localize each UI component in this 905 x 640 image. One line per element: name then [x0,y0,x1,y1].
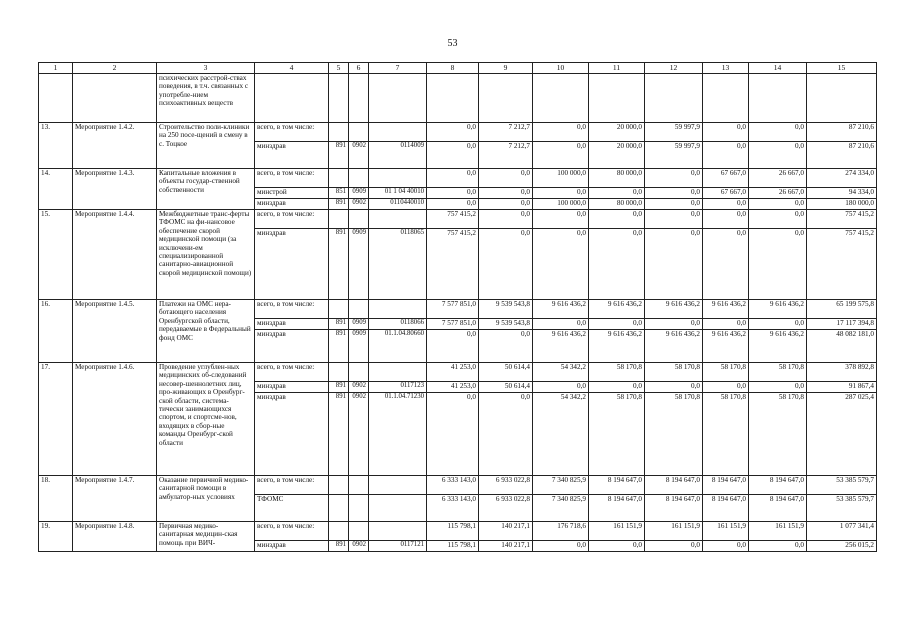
cell [369,74,427,123]
amount-cell: 58 170,8 [703,393,749,476]
amount-cell: 0,0 [427,142,479,169]
cell [533,74,589,123]
amount-cell: 20 000,0 [589,142,645,169]
amount-cell: 8 194 647,0 [703,495,749,522]
amount-cell: 0,0 [533,123,589,142]
event-description: Первичная медико-санитарная медицин-ская помощь при ВИЧ- [157,522,255,552]
amount-cell: 9 616 436,2 [645,330,703,363]
section-code [349,300,369,319]
cell [427,74,479,123]
target-article-code: 0114009 [369,142,427,169]
amount-cell: 0,0 [703,199,749,210]
amount-cell: 287 025,4 [807,393,877,476]
target-article-code [369,522,427,541]
amount-cell: 6 333 143,0 [427,476,479,495]
amount-cell: 50 614,4 [479,363,533,382]
executor: всего, в том числе: [255,522,329,541]
event-name: Мероприятие 1.4.5. [73,300,157,363]
amount-cell: 53 385 579,7 [807,495,877,522]
amount-cell: 0,0 [589,229,645,300]
amount-cell: 0,0 [749,541,807,552]
target-article-code: 0117123 [369,382,427,393]
executor: всего, в том числе: [255,210,329,229]
amount-cell: 100 000,0 [533,199,589,210]
amount-cell: 0,0 [645,382,703,393]
amount-cell: 0,0 [533,210,589,229]
grbs-code [329,522,349,541]
amount-cell: 9 616 436,2 [645,300,703,319]
amount-cell: 9 616 436,2 [589,330,645,363]
amount-cell: 26 667,0 [749,169,807,188]
amount-cell: 6 333 143,0 [427,495,479,522]
section-code: 0909 [349,319,369,330]
section-code: 0902 [349,142,369,169]
cell [255,74,329,123]
grbs-code: 891 [329,393,349,476]
amount-cell: 9 616 436,2 [749,300,807,319]
section-code: 0902 [349,382,369,393]
table-row [39,169,877,188]
amount-cell: 176 718,6 [533,522,589,541]
grbs-code: 851 [329,188,349,199]
row-number: 13. [39,123,73,169]
amount-cell: 115 798,1 [427,541,479,552]
column-header: 9 [479,63,533,74]
amount-cell: 0,0 [589,210,645,229]
amount-cell: 0,0 [749,382,807,393]
amount-cell: 757 415,2 [807,229,877,300]
amount-cell: 58 170,8 [589,393,645,476]
budget-table [38,62,877,552]
amount-cell: 274 334,0 [807,169,877,188]
cell [39,74,73,123]
amount-cell: 80 000,0 [589,169,645,188]
event-name: Мероприятие 1.4.6. [73,363,157,476]
amount-cell: 0,0 [645,319,703,330]
amount-cell: 0,0 [479,210,533,229]
amount-cell: 8 194 647,0 [645,476,703,495]
amount-cell: 180 000,0 [807,199,877,210]
row-number: 19. [39,522,73,552]
amount-cell: 757 415,2 [807,210,877,229]
amount-cell: 0,0 [703,123,749,142]
amount-cell: 8 194 647,0 [749,495,807,522]
table-row [39,300,877,319]
header-row [39,63,877,74]
amount-cell: 80 000,0 [589,199,645,210]
amount-cell: 54 342,2 [533,393,589,476]
amount-cell: 41 253,0 [427,382,479,393]
cell [349,74,369,123]
row-number: 16. [39,300,73,363]
column-header: 6 [349,63,369,74]
amount-cell: 0,0 [533,229,589,300]
amount-cell: 8 194 647,0 [749,476,807,495]
table-row [39,123,877,142]
executor: минздрав [255,382,329,393]
target-article-code [369,363,427,382]
amount-cell: 9 616 436,2 [749,330,807,363]
amount-cell: 9 616 436,2 [703,330,749,363]
amount-cell: 65 199 575,8 [807,300,877,319]
executor: минздрав [255,142,329,169]
continuation-row [39,74,877,123]
event-name: Мероприятие 1.4.7. [73,476,157,522]
amount-cell: 115 798,1 [427,522,479,541]
amount-cell: 140 217,1 [479,541,533,552]
event-name: Мероприятие 1.4.4. [73,210,157,300]
amount-cell: 0,0 [749,319,807,330]
grbs-code [329,123,349,142]
amount-cell: 0,0 [427,330,479,363]
amount-cell: 0,0 [749,229,807,300]
column-header: 2 [73,63,157,74]
amount-cell: 161 151,9 [645,522,703,541]
executor: всего, в том числе: [255,123,329,142]
amount-cell: 0,0 [427,169,479,188]
amount-cell: 67 667,0 [703,169,749,188]
event-name: Мероприятие 1.4.8. [73,522,157,552]
column-header: 11 [589,63,645,74]
amount-cell: 9 539 543,8 [479,300,533,319]
column-header: 3 [157,63,255,74]
column-header: 7 [369,63,427,74]
cell [329,74,349,123]
row-number: 15. [39,210,73,300]
amount-cell: 0,0 [645,188,703,199]
target-article-code [369,210,427,229]
amount-cell: 757 415,2 [427,229,479,300]
executor: всего, в том числе: [255,169,329,188]
section-code: 0909 [349,188,369,199]
section-code: 0902 [349,541,369,552]
executor: минздрав [255,330,329,363]
event-description: Межбюджетные транс-ферты ТФОМС на фи-нансовое обеспечение скорой медицинской помощи (за исключени-ем специализированной санитарно-авиационной скорой медицинской помощи) [157,210,255,300]
grbs-code [329,363,349,382]
amount-cell: 9 616 436,2 [703,300,749,319]
amount-cell: 0,0 [479,188,533,199]
amount-cell: 0,0 [645,169,703,188]
amount-cell: 26 667,0 [749,188,807,199]
target-article-code [369,495,427,522]
amount-cell: 7 212,7 [479,123,533,142]
grbs-code: 891 [329,142,349,169]
amount-cell: 87 210,6 [807,123,877,142]
cell [589,74,645,123]
amount-cell: 91 867,4 [807,382,877,393]
column-header: 1 [39,63,73,74]
executor: минздрав [255,541,329,552]
amount-cell: 58 170,8 [589,363,645,382]
target-article-code [369,169,427,188]
amount-cell: 0,0 [645,210,703,229]
continuation-text: психических расстрой-ствах поведения, в т.ч. связанных с употребле-нием психоактивных веществ [157,74,255,123]
amount-cell: 0,0 [533,188,589,199]
amount-cell: 256 015,2 [807,541,877,552]
amount-cell: 67 667,0 [703,188,749,199]
section-code: 0902 [349,393,369,476]
executor: минздрав [255,319,329,330]
executor: всего, в том числе: [255,300,329,319]
amount-cell: 7 340 825,9 [533,495,589,522]
section-code: 0909 [349,229,369,300]
executor: всего, в том числе: [255,363,329,382]
amount-cell: 0,0 [703,382,749,393]
amount-cell: 7 577 851,0 [427,300,479,319]
cell [479,74,533,123]
target-article-code: 0118065 [369,229,427,300]
grbs-code [329,210,349,229]
column-header: 5 [329,63,349,74]
amount-cell: 0,0 [749,123,807,142]
amount-cell: 757 415,2 [427,210,479,229]
amount-cell: 0,0 [589,188,645,199]
amount-cell: 378 892,8 [807,363,877,382]
grbs-code: 891 [329,541,349,552]
amount-cell: 0,0 [645,541,703,552]
section-code: 0909 [349,330,369,363]
amount-cell: 8 194 647,0 [589,495,645,522]
cell [807,74,877,123]
target-article-code: 0110440010 [369,199,427,210]
amount-cell: 1 077 341,4 [807,522,877,541]
amount-cell: 17 117 394,8 [807,319,877,330]
amount-cell: 0,0 [749,210,807,229]
event-name: Мероприятие 1.4.3. [73,169,157,210]
target-article-code: 01.1.04.80660 [369,330,427,363]
amount-cell: 59 997,9 [645,123,703,142]
amount-cell: 0,0 [479,169,533,188]
amount-cell: 9 616 436,2 [533,300,589,319]
row-number: 17. [39,363,73,476]
amount-cell: 161 151,9 [589,522,645,541]
section-code [349,495,369,522]
column-header: 15 [807,63,877,74]
amount-cell: 6 933 022,8 [479,495,533,522]
grbs-code: 891 [329,199,349,210]
table-row [39,363,877,382]
cell [703,74,749,123]
target-article-code: 01.1.04.71230 [369,393,427,476]
amount-cell: 7 212,7 [479,142,533,169]
grbs-code: 891 [329,319,349,330]
amount-cell: 9 616 436,2 [533,330,589,363]
amount-cell: 50 614,4 [479,382,533,393]
target-article-code: 01 1 04 40010 [369,188,427,199]
amount-cell: 7 577 851,0 [427,319,479,330]
amount-cell: 0,0 [703,319,749,330]
amount-cell: 0,0 [479,393,533,476]
amount-cell: 0,0 [533,541,589,552]
amount-cell: 8 194 647,0 [589,476,645,495]
amount-cell: 20 000,0 [589,123,645,142]
amount-cell: 9 539 543,8 [479,319,533,330]
amount-cell: 0,0 [479,229,533,300]
target-article-code [369,476,427,495]
amount-cell: 0,0 [427,123,479,142]
amount-cell: 0,0 [533,319,589,330]
section-code [349,169,369,188]
amount-cell: 59 997,9 [645,142,703,169]
event-description: Капитальные вложения в объекты государ-ственной собственности [157,169,255,210]
amount-cell: 0,0 [749,199,807,210]
grbs-code: 891 [329,330,349,363]
executor: минздрав [255,229,329,300]
amount-cell: 58 170,8 [645,363,703,382]
amount-cell: 0,0 [589,319,645,330]
amount-cell: 58 170,8 [645,393,703,476]
grbs-code [329,476,349,495]
grbs-code: 891 [329,229,349,300]
amount-cell: 0,0 [533,382,589,393]
amount-cell: 161 151,9 [749,522,807,541]
column-header: 10 [533,63,589,74]
amount-cell: 6 933 022,8 [479,476,533,495]
amount-cell: 0,0 [645,199,703,210]
event-description: Оказание первичной медико-санитарной помощи в амбулатор-ных условиях [157,476,255,522]
amount-cell: 41 253,0 [427,363,479,382]
amount-cell: 0,0 [479,199,533,210]
amount-cell: 0,0 [533,142,589,169]
amount-cell: 100 000,0 [533,169,589,188]
amount-cell: 0,0 [589,541,645,552]
amount-cell: 0,0 [703,229,749,300]
amount-cell: 48 082 181,0 [807,330,877,363]
amount-cell: 58 170,8 [749,393,807,476]
row-number: 18. [39,476,73,522]
event-description: Строительство поли-клиники на 250 посе-щений в смену в с. Тоцкое [157,123,255,169]
amount-cell: 8 194 647,0 [703,476,749,495]
amount-cell: 0,0 [703,541,749,552]
executor: минздрав [255,393,329,476]
table-row [39,476,877,495]
amount-cell: 58 170,8 [703,363,749,382]
column-header: 4 [255,63,329,74]
amount-cell: 0,0 [645,229,703,300]
amount-cell: 0,0 [749,142,807,169]
amount-cell: 87 210,6 [807,142,877,169]
amount-cell: 0,0 [427,393,479,476]
target-article-code [369,300,427,319]
column-header: 13 [703,63,749,74]
executor: минздрав [255,199,329,210]
amount-cell: 9 616 436,2 [589,300,645,319]
target-article-code: 0118066 [369,319,427,330]
section-code [349,123,369,142]
event-description: Проведение углублен-ных медицинских об-следований несовер-шеннолетних лиц, про-живающих в Оренбург-ской области, система-тически занимающихся спортом, и спортсме-нов, входящих в сбор-ные команды Оренбург-ской области [157,363,255,476]
page-number: 53 [447,38,458,49]
cell [749,74,807,123]
amount-cell: 0,0 [427,188,479,199]
section-code: 0902 [349,199,369,210]
amount-cell: 94 334,0 [807,188,877,199]
target-article-code [369,123,427,142]
executor: минстрой [255,188,329,199]
executor: всего, в том числе: [255,476,329,495]
cell [645,74,703,123]
column-header: 8 [427,63,479,74]
section-code [349,476,369,495]
amount-cell: 0,0 [479,330,533,363]
amount-cell: 58 170,8 [749,363,807,382]
amount-cell: 0,0 [589,382,645,393]
event-description: Платежи на ОМС нера-ботающего населения Оренбургской области, передаваемые в Федеральный фонд ОМС [157,300,255,363]
executor: ТФОМС [255,495,329,522]
amount-cell: 53 385 579,7 [807,476,877,495]
amount-cell: 161 151,9 [703,522,749,541]
grbs-code [329,495,349,522]
amount-cell: 54 342,2 [533,363,589,382]
amount-cell: 8 194 647,0 [645,495,703,522]
row-number: 14. [39,169,73,210]
table-row [39,210,877,229]
column-header: 14 [749,63,807,74]
grbs-code [329,300,349,319]
section-code [349,522,369,541]
cell [73,74,157,123]
column-header: 12 [645,63,703,74]
section-code [349,210,369,229]
table-row [39,522,877,541]
amount-cell: 140 217,1 [479,522,533,541]
grbs-code [329,169,349,188]
amount-cell: 7 340 825,9 [533,476,589,495]
section-code [349,363,369,382]
target-article-code: 0117121 [369,541,427,552]
amount-cell: 0,0 [703,210,749,229]
amount-cell: 0,0 [427,199,479,210]
event-name: Мероприятие 1.4.2. [73,123,157,169]
amount-cell: 0,0 [703,142,749,169]
grbs-code: 891 [329,382,349,393]
